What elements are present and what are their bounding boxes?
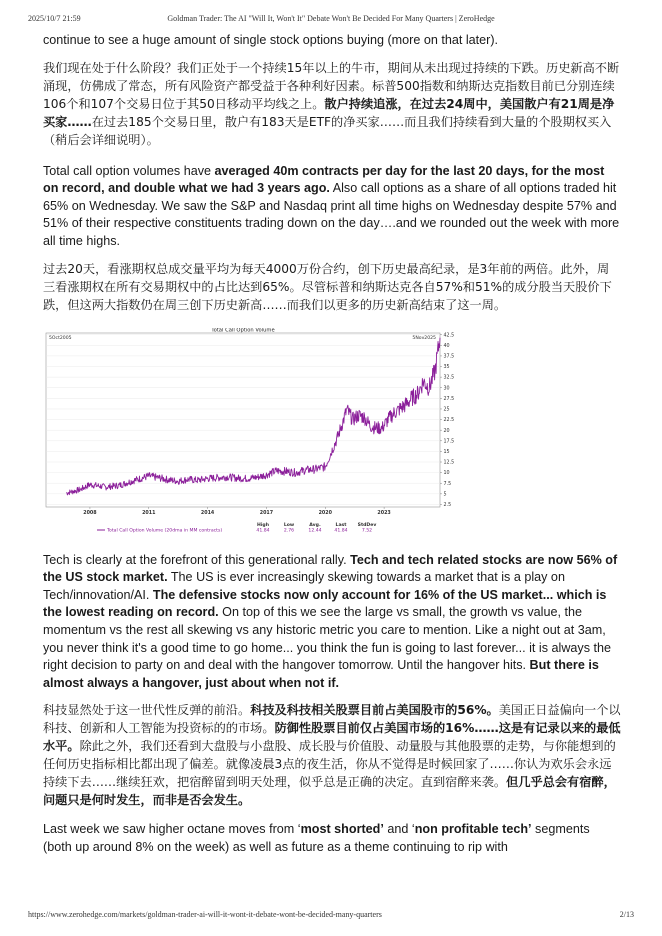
- y-tick-label: 15: [443, 449, 450, 455]
- text: 我们现在处于什么阶段？我们正处于一个持续15年以上的牛市，期间从未出现过持续的下跌。历史新高不断涌现，仿佛成了常态，所有风险资产都受益于各种利好因素。标普500指数和纳斯达克指数目前已分别连续106个和107个交易日位于其50日移动平均线之上。: [43, 60, 620, 111]
- chart-end-label: 5Nov2025: [412, 335, 436, 341]
- legend-stat-value: 41.84: [256, 528, 270, 534]
- text: 在过去185个交易日里，散户有183天是ETF的净买家……而且我们持续看到大量的个股期权买入（稍后会详细说明）。: [43, 114, 612, 147]
- article-body: [43, 32, 621, 857]
- x-tick-label: 2011: [142, 510, 156, 516]
- print-url: https://www.zerohedge.com/markets/goldman-trader-ai-will-it-wont-it-debate-wont-be-decided-many-quarters: [28, 910, 382, 919]
- text: The US is ever increasingly skewing towards a market that is a play on Tech/innovation/AI.: [43, 570, 565, 602]
- text: On top of this we see the large vs small, the growth vs value, the momentum vs the rest all skewing vs any historic metric you care to mention. Like a night out at 3am, you never think it's a good time to go home... you think the fun is going to last forever... it is always the right decision to party on and deal with the hangover tomorrow. Until the hangover hits.: [43, 605, 612, 673]
- bold-text: The defensive stocks now only account for 16% of the US market... which is the lowest reading on record.: [43, 587, 607, 620]
- bold-text: Tech and tech related stocks are now 56% of the US stock market.: [43, 552, 618, 585]
- bold-text: averaged 40m contracts per day for the last 20 days, for the most on record, and double what we had 3 years ago.: [43, 163, 605, 196]
- paragraph-en-last-week: [43, 821, 621, 856]
- text: and ‘: [383, 822, 415, 837]
- paragraph-zh-1: [43, 59, 621, 149]
- y-tick-label: 22.5: [443, 417, 455, 423]
- y-tick-label: 32.5: [443, 375, 455, 381]
- bold-text: 科技及科技相关股票目前占美国股市的56%。: [250, 703, 499, 718]
- legend-stat-value: 12.44: [308, 528, 322, 534]
- text: 美国正日益偏向一个以科技、创新和人工智能为投资标的的市场。: [43, 703, 621, 736]
- legend-stat-header: Low: [283, 522, 295, 528]
- text: 除此之外，我们还看到大盘股与小盘股、成长股与价值股、动量股与其他股票的走势，与你能想到的任何历史指标相比都出现了偏差。就像凌晨3点的夜生活，你从不觉得是时候回家了……你认为欢乐会永远持续下去……继续狂欢，把宿醉留到明天处理，似乎总是正确的决定。直到宿醉来袭。: [43, 739, 616, 790]
- bold-text: most shorted’: [300, 822, 384, 837]
- legend-stat-header: Avg.: [309, 522, 321, 528]
- call-option-volume-chart: [43, 328, 465, 540]
- text: Total call option volumes have: [43, 163, 215, 178]
- y-tick-label: 5: [443, 492, 447, 498]
- x-tick-label: 2023: [377, 510, 391, 516]
- text: Tech is clearly at the forefront of this generational rally.: [43, 552, 351, 567]
- bold-text: 防御性股票目前仅占美国市场的16%……这是有记录以来的最低水平。: [43, 721, 621, 754]
- y-tick-label: 40: [443, 343, 450, 349]
- legend-stat-value: 2.76: [283, 528, 295, 534]
- y-tick-label: 7.5: [443, 481, 452, 487]
- paragraph-zh-call-volume: 过去20天，看涨期权总成交量平均为每天4000万份合约，创下历史最高纪录，是3年前的两倍。此外，周三看涨期权在所有交易期权中的占比达到65%。尽管标普和纳斯达克各自57%和51%的成分股当天股价下跌，但这两大指数仍在周三创下历史新高……而我们以更多的历史新高结束了这一周。: [43, 261, 612, 312]
- print-datetime: 2025/10/7 21:59: [28, 14, 81, 23]
- print-header: [28, 14, 634, 26]
- print-page-number: 2/13: [619, 910, 634, 919]
- x-tick-label: 2008: [83, 510, 97, 516]
- y-tick-label: 12.5: [443, 460, 455, 466]
- y-tick-label: 42.5: [443, 332, 455, 338]
- print-title: Goldman Trader: The AI "Will It, Won't It" Debate Won't Be Decided For Many Quarters | ZeroHedge: [167, 14, 495, 23]
- print-footer: [28, 910, 634, 922]
- y-tick-label: 20: [443, 428, 450, 434]
- chart-title: Total Call Option Volume: [211, 327, 275, 334]
- y-tick-label: 10: [443, 470, 450, 476]
- legend-stat-header: High: [257, 522, 269, 528]
- text: 科技显然处于这一世代性反弹的前沿。: [43, 703, 251, 718]
- y-tick-label: 2.5: [443, 502, 452, 508]
- legend-stat-header: Last: [335, 522, 347, 528]
- y-tick-label: 27.5: [443, 396, 455, 402]
- y-tick-label: 17.5: [443, 438, 455, 444]
- y-tick-label: 30: [443, 385, 450, 391]
- chart-start-label: 5Oct2005: [49, 335, 72, 341]
- paragraph-intro-tail: continue to see a huge amount of single stock options buying (more on that later).: [43, 33, 499, 47]
- paragraph-en-call-volume: [43, 163, 621, 251]
- x-tick-label: 2017: [259, 510, 274, 516]
- chart-svg: [43, 328, 465, 540]
- bold-text: non profitable tech’: [414, 822, 532, 837]
- bold-text: 但几乎总会有宿醉，问题只是何时发生，而非是否会发生。: [43, 775, 616, 808]
- bold-text: But there is almost always a hangover, just about when not if.: [43, 658, 599, 690]
- legend-stat-value: 41.84: [334, 528, 348, 534]
- paragraph-en-tech: [43, 552, 621, 693]
- text: Last week we saw higher octane moves from ‘: [43, 822, 301, 837]
- legend-stat-header: StdDev: [357, 522, 377, 528]
- text: Also call options as a share of all options traded hit 65% on Wednesday. We saw the S&P and Nasdaq print all time highs on Wednesday despite 57% and 51% of their respective constituents trading down on the day….and we rounded out the week with more all time highs.: [43, 181, 620, 248]
- x-tick-label: 2014: [200, 510, 215, 516]
- y-tick-label: 25: [443, 407, 450, 413]
- y-tick-label: 37.5: [443, 354, 455, 360]
- y-tick-label: 35: [443, 364, 450, 370]
- legend-stat-value: 7.52: [361, 528, 373, 534]
- bold-text: 散户持续追涨，在过去24周中，美国散户有21周是净买家……: [43, 96, 615, 129]
- legend-series-name: Total Call Option Volume (20dma in MM contracts): [107, 528, 223, 534]
- x-tick-label: 2020: [318, 510, 332, 516]
- paragraph-zh-tech: [43, 701, 621, 809]
- text: segments (both up around 8% on the week) as well as future as a theme continuing to rip with: [43, 822, 590, 854]
